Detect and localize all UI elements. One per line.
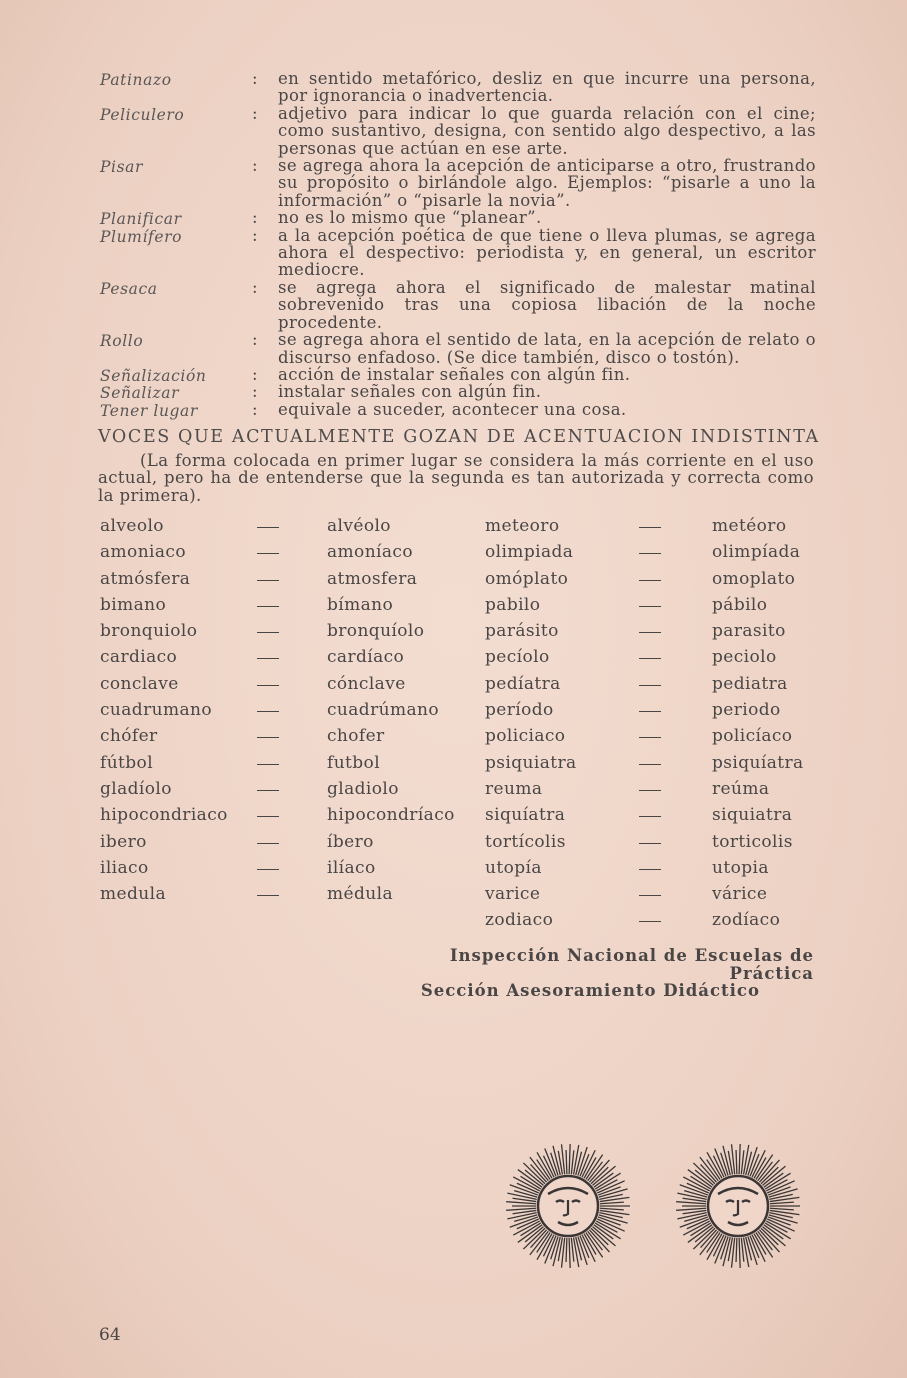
primary-form: omóplato xyxy=(485,568,569,589)
primary-form: olimpiada xyxy=(485,542,574,563)
word-pair-row xyxy=(100,644,530,670)
glossary-colon: : xyxy=(252,330,258,350)
glossary-colon: : xyxy=(252,277,258,297)
pair-dash xyxy=(639,606,661,607)
glossary-colon: : xyxy=(252,382,258,402)
glossary-definition: no es lo mismo que “planear”. xyxy=(278,208,542,228)
pair-dash xyxy=(257,553,279,554)
sun-face-emblem-icon xyxy=(674,1142,802,1270)
alternate-form: várice xyxy=(712,884,768,905)
word-pair-row xyxy=(100,802,530,828)
pairs-column-left xyxy=(100,513,530,907)
primary-form: fútbol xyxy=(100,752,154,773)
glossary-entry xyxy=(100,279,816,331)
primary-form: siquíatra xyxy=(485,805,566,826)
alternate-form: gladiolo xyxy=(327,778,399,799)
pair-dash xyxy=(639,553,661,554)
glossary-entry xyxy=(100,401,816,418)
alternate-form: íbero xyxy=(327,831,374,852)
glossary-term: Pisar xyxy=(100,158,143,177)
alternate-form: pábilo xyxy=(712,594,768,615)
pair-dash xyxy=(639,580,661,581)
alternate-form: psiquíatra xyxy=(712,752,804,773)
glossary-list xyxy=(100,70,816,418)
word-pair-row xyxy=(485,592,907,618)
section-title: VOCES QUE ACTUALMENTE GOZAN DE ACENTUACION INDISTINTA xyxy=(98,427,820,447)
word-pair-row xyxy=(485,750,907,776)
pair-dash xyxy=(639,921,661,922)
primary-form: período xyxy=(485,700,554,721)
alternate-form: alvéolo xyxy=(327,516,391,536)
alternate-form: chofer xyxy=(327,726,385,747)
page-number: 64 xyxy=(99,1325,121,1345)
primary-form: bimano xyxy=(100,594,167,615)
glossary-definition: acción de instalar señales con algún fin. xyxy=(278,364,631,384)
alternate-form: torticolis xyxy=(712,831,793,852)
glossary-colon: : xyxy=(252,69,258,88)
glossary-entry xyxy=(100,105,816,157)
section-note: (La forma colocada en primer lugar se considera la más corriente en el uso actual, pero ha de entenderse que la segunda es tan autorizada y correcta como la primera). xyxy=(98,451,814,505)
primary-form: bronquiolo xyxy=(100,621,198,642)
glossary-definition: en sentido metafórico, desliz en que incurre una persona, por ignorancia o inadvertencia. xyxy=(278,69,816,106)
word-pair-row xyxy=(485,618,907,644)
word-pair-row xyxy=(485,881,907,907)
glossary-term: Planificar xyxy=(100,210,182,229)
pair-dash xyxy=(639,816,661,817)
word-pair-row xyxy=(485,513,907,539)
alternate-form: amoníaco xyxy=(327,542,413,563)
glossary-colon: : xyxy=(252,103,258,123)
alternate-form: ilíaco xyxy=(327,857,376,878)
glossary-definition: a la acepción poética de que tiene o lleva plumas, se agrega ahora el despectivo: periodista y, en general, un escritor mediocre. xyxy=(278,225,816,280)
pairs-column-right xyxy=(485,513,907,934)
glossary-term: Pesaca xyxy=(100,279,158,298)
glossary-term: Señalizar xyxy=(100,384,180,403)
pair-dash xyxy=(639,658,661,659)
alternate-form: cónclave xyxy=(327,673,406,694)
glossary-colon: : xyxy=(252,208,258,228)
word-pair-row xyxy=(100,776,530,802)
word-pair-row xyxy=(100,513,530,539)
alternate-form: zodíaco xyxy=(712,910,781,931)
alternate-form: policíaco xyxy=(712,726,793,747)
primary-form: conclave xyxy=(100,673,179,694)
glossary-definition: instalar señales con algún fin. xyxy=(278,382,542,402)
glossary-entry xyxy=(100,331,816,366)
word-pair-row xyxy=(100,750,530,776)
alternate-form: reúma xyxy=(712,778,770,799)
pair-dash xyxy=(639,685,661,686)
glossary-entry xyxy=(100,366,816,383)
sun-face-emblem-icon xyxy=(504,1142,632,1270)
glossary-term: Rollo xyxy=(100,332,144,351)
primary-form: gladíolo xyxy=(100,778,172,799)
alternate-form: olimpíada xyxy=(712,542,801,563)
pair-dash xyxy=(257,737,279,738)
pair-dash xyxy=(639,895,661,896)
pair-dash xyxy=(257,527,279,528)
primary-form: reuma xyxy=(485,778,543,799)
word-pair-row xyxy=(100,881,530,907)
alternate-form: médula xyxy=(327,884,393,905)
pair-dash xyxy=(639,711,661,712)
pair-dash xyxy=(639,869,661,870)
pair-dash xyxy=(257,816,279,817)
alternate-form: bímano xyxy=(327,594,394,615)
word-pair-row xyxy=(485,855,907,881)
pair-dash xyxy=(257,606,279,607)
alternate-form: parasito xyxy=(712,621,786,642)
word-pair-row xyxy=(100,829,530,855)
primary-form: chófer xyxy=(100,726,158,747)
word-pair-row xyxy=(485,776,907,802)
alternate-form: futbol xyxy=(327,752,381,773)
primary-form: ibero xyxy=(100,831,147,852)
alternate-form: periodo xyxy=(712,700,781,721)
primary-form: amoniaco xyxy=(100,542,186,563)
pair-dash xyxy=(639,737,661,738)
alternate-form: cardíaco xyxy=(327,647,405,668)
pair-dash xyxy=(257,658,279,659)
glossary-definition: se agrega ahora la acepción de anticiparse a otro, frustrando su propósito o birlándole algo. Ejemplos: “pisarle a uno la información” o “pisarle la novia”. xyxy=(278,156,816,210)
primary-form: cardiaco xyxy=(100,647,178,668)
pair-dash xyxy=(257,711,279,712)
word-pair-row xyxy=(485,907,907,933)
glossary-entry xyxy=(100,208,816,229)
primary-form: pabilo xyxy=(485,594,541,615)
glossary-term: Tener lugar xyxy=(100,401,198,420)
primary-form: hipocondriaco xyxy=(100,805,228,826)
primary-form: meteoro xyxy=(485,516,560,536)
alternate-form: peciolo xyxy=(712,647,777,668)
primary-form: alveolo xyxy=(100,516,164,536)
pair-dash xyxy=(257,790,279,791)
word-pair-row xyxy=(485,829,907,855)
glossary-entry xyxy=(100,70,816,105)
glossary-colon: : xyxy=(252,156,258,176)
pair-dash xyxy=(639,790,661,791)
word-pair-row xyxy=(485,723,907,749)
primary-form: atmósfera xyxy=(100,568,191,589)
primary-form: varice xyxy=(485,884,541,905)
pair-dash xyxy=(257,632,279,633)
primary-form: medula xyxy=(100,884,166,905)
pair-dash xyxy=(639,764,661,765)
pair-dash xyxy=(639,843,661,844)
word-pair-row xyxy=(100,697,530,723)
word-pair-row xyxy=(100,671,530,697)
glossary-definition: equivale a suceder, acontecer una cosa. xyxy=(278,399,627,419)
primary-form: pecíolo xyxy=(485,647,550,668)
glossary-colon: : xyxy=(252,225,258,245)
word-pair-row xyxy=(485,644,907,670)
pair-dash xyxy=(257,580,279,581)
primary-form: psiquiatra xyxy=(485,752,577,773)
pair-dash xyxy=(639,527,661,528)
word-pair-row xyxy=(100,618,530,644)
glossary-term: Patinazo xyxy=(100,71,172,89)
glossary-definition: adjetivo para indicar lo que guarda relación con el cine; como sustantivo, designa, con sentido algo despectivo, a las personas que actúan en ese arte. xyxy=(278,103,816,158)
word-pair-row xyxy=(100,855,530,881)
primary-form: iliaco xyxy=(100,857,149,878)
signature-line-1: Inspección Nacional de Escuelas de Práctica xyxy=(449,946,814,983)
alternate-form: pediatra xyxy=(712,673,788,694)
word-pair-row xyxy=(100,592,530,618)
primary-form: pedíatra xyxy=(485,673,561,694)
word-pair-row xyxy=(485,802,907,828)
primary-form: tortícolis xyxy=(485,831,566,852)
alternate-form: utopia xyxy=(712,857,769,878)
pair-dash xyxy=(257,685,279,686)
alternate-form: atmosfera xyxy=(327,568,418,589)
pair-dash xyxy=(639,632,661,633)
word-pair-row xyxy=(485,671,907,697)
signature-block xyxy=(380,947,814,1000)
word-pair-row xyxy=(100,723,530,749)
signature-line-2: Sección Asesoramiento Didáctico xyxy=(420,981,760,1001)
word-pair-row xyxy=(100,539,530,565)
primary-form: cuadrumano xyxy=(100,700,213,721)
glossary-colon: : xyxy=(252,399,258,419)
alternate-form: siquiatra xyxy=(712,805,793,826)
glossary-entry xyxy=(100,157,816,209)
alternate-form: metéoro xyxy=(712,516,787,536)
glossary-term: Peliculero xyxy=(100,105,185,124)
word-pair-row xyxy=(485,539,907,565)
glossary-entry xyxy=(100,382,816,403)
alternate-form: bronquíolo xyxy=(327,621,425,642)
primary-form: zodiaco xyxy=(485,910,554,931)
glossary-term: Señalización xyxy=(100,366,207,385)
pair-dash xyxy=(257,764,279,765)
word-pair-row xyxy=(485,697,907,723)
glossary-term: Plumífero xyxy=(100,227,183,246)
alternate-form: omoplato xyxy=(712,568,796,589)
glossary-colon: : xyxy=(252,364,258,384)
alternate-form: hipocondríaco xyxy=(327,805,455,826)
pair-dash xyxy=(257,843,279,844)
primary-form: utopía xyxy=(485,857,542,878)
alternate-form: cuadrúmano xyxy=(327,700,440,721)
pair-dash xyxy=(257,895,279,896)
primary-form: parásito xyxy=(485,621,559,642)
glossary-definition: se agrega ahora el significado de malestar matinal sobrevenido tras una copiosa libación de la noche procedente. xyxy=(278,277,816,332)
glossary-definition: se agrega ahora el sentido de lata, en la acepción de relato o discurso enfadoso. (Se dice también, disco o tostón). xyxy=(278,330,816,367)
glossary-entry xyxy=(100,227,816,279)
primary-form: policiaco xyxy=(485,726,566,747)
pair-dash xyxy=(257,869,279,870)
word-pair-row xyxy=(485,566,907,592)
word-pair-row xyxy=(100,566,530,592)
